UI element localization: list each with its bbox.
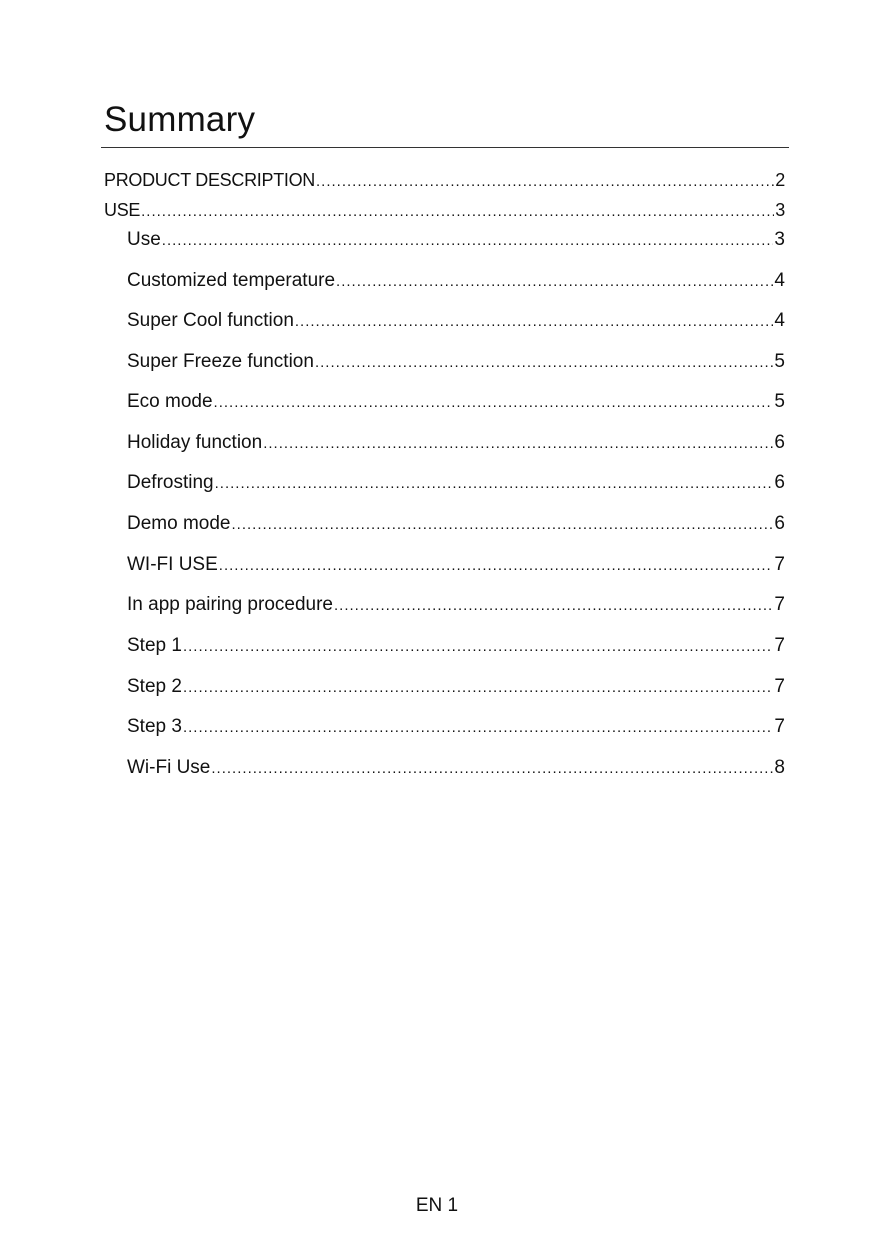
toc-dot-leader: [162, 227, 774, 254]
toc-entry-label: Use: [127, 229, 161, 250]
toc-entry-wifi-use[interactable]: [104, 754, 785, 782]
toc-entry-label: PRODUCT DESCRIPTION: [104, 170, 315, 190]
toc-dot-leader: [315, 349, 773, 376]
toc-entry-use[interactable]: [104, 226, 785, 254]
toc-entry-page: 7: [774, 594, 785, 615]
toc-dot-leader: [219, 552, 774, 579]
toc-entry-page: 4: [774, 310, 785, 331]
toc-dot-leader: [214, 389, 774, 416]
toc-entry-use-section[interactable]: [104, 197, 785, 223]
table-of-contents: [104, 0, 785, 1240]
toc-entry-label: Customized temperature: [127, 270, 336, 291]
toc-entry-demo-mode[interactable]: [104, 510, 785, 538]
toc-entry-page: 6: [774, 472, 785, 493]
toc-entry-step-2[interactable]: [104, 673, 785, 701]
toc-entry-page: 6: [774, 513, 785, 534]
toc-entry-page: 7: [774, 635, 785, 656]
toc-entry-eco-mode[interactable]: [104, 388, 785, 416]
toc-entry-page: 5: [774, 391, 785, 412]
toc-entry-holiday-function[interactable]: [104, 429, 785, 457]
toc-entry-page: 8: [774, 757, 785, 778]
toc-entry-step-1[interactable]: [104, 632, 785, 660]
toc-entry-super-cool-function[interactable]: [104, 307, 785, 335]
toc-dot-leader: [215, 470, 774, 497]
toc-entry-page: 7: [774, 676, 785, 697]
toc-dot-leader: [183, 714, 773, 741]
toc-entry-customized-temperature[interactable]: [104, 267, 785, 295]
toc-entry-label: Super Freeze function: [127, 351, 314, 372]
toc-entry-label: Defrosting: [127, 472, 214, 493]
toc-entry-label: WI-FI USE: [127, 554, 218, 575]
toc-entry-label: Step 2: [127, 676, 182, 697]
toc-entry-page: 3: [775, 200, 785, 220]
toc-entry-page: 5: [774, 351, 785, 372]
toc-entry-page: 7: [774, 716, 785, 737]
toc-dot-leader: [336, 268, 773, 295]
toc-entry-label: Demo mode: [127, 513, 231, 534]
toc-dot-leader: [183, 633, 773, 660]
toc-entry-step-3[interactable]: [104, 713, 785, 741]
toc-entry-in-app-pairing-procedure[interactable]: [104, 591, 785, 619]
page-title: Summary: [104, 100, 256, 139]
toc-entry-page: 7: [774, 554, 785, 575]
toc-entry-page: 2: [775, 170, 785, 190]
toc-dot-leader: [141, 199, 774, 223]
toc-dot-leader: [232, 511, 774, 538]
page-footer-number: EN 1: [415, 1195, 459, 1216]
toc-entry-label: In app pairing procedure: [127, 594, 333, 615]
toc-dot-leader: [334, 592, 773, 619]
toc-entry-label: Step 1: [127, 635, 182, 656]
toc-dot-leader: [316, 169, 774, 193]
toc-entry-label: Step 3: [127, 716, 182, 737]
toc-entry-product-description[interactable]: [104, 167, 785, 193]
toc-entry-label: Eco mode: [127, 391, 213, 412]
toc-dot-leader: [295, 308, 774, 335]
toc-entry-label: Holiday function: [127, 432, 263, 453]
toc-entry-label: Wi-Fi Use: [127, 757, 211, 778]
toc-entry-defrosting[interactable]: [104, 469, 785, 497]
toc-entry-page: 6: [774, 432, 785, 453]
toc-dot-leader: [263, 430, 773, 457]
toc-entry-wifi-use-section[interactable]: [104, 551, 785, 579]
toc-entry-page: 4: [774, 270, 785, 291]
toc-entry-super-freeze-function[interactable]: [104, 348, 785, 376]
toc-entry-label: USE: [104, 200, 141, 220]
toc-entry-page: 3: [774, 229, 785, 250]
toc-entry-label: Super Cool function: [127, 310, 294, 331]
toc-dot-leader: [183, 674, 773, 701]
toc-dot-leader: [211, 755, 773, 782]
